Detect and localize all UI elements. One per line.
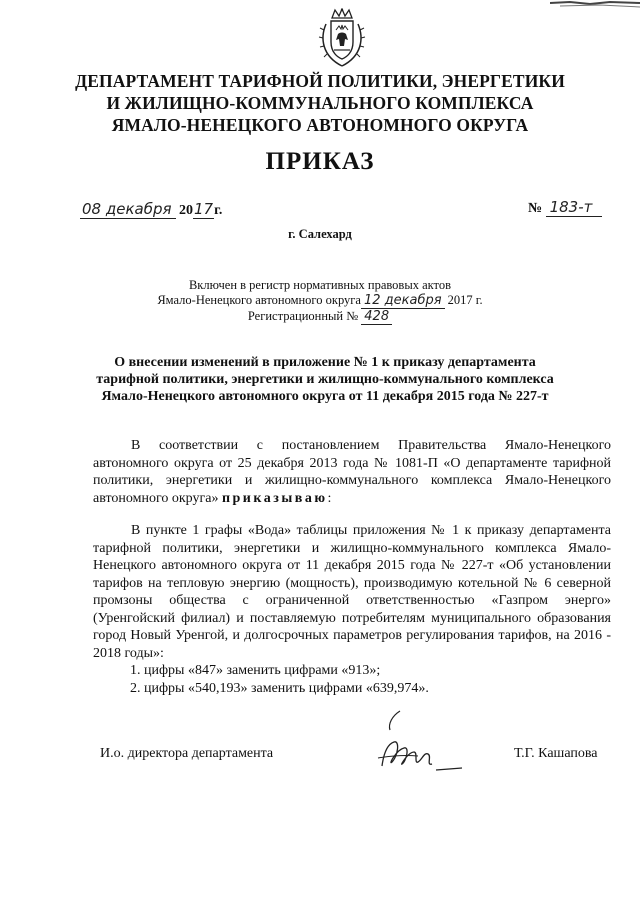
order-number-handwritten: 183-т [546, 198, 602, 217]
registry-line-1: Включен в регистр нормативных правовых актов [188, 278, 452, 292]
subject-line-3: Ямало-Ненецкого автономного округа от 11 декабря 2015 года № 227-т [101, 389, 549, 404]
registry-number-handwritten: 428 [361, 309, 392, 325]
order-year-suffix: г. [214, 203, 223, 218]
subject-line-1: О внесении изменений в приложение № 1 к приказу департамента [114, 355, 536, 370]
amendments-list [130, 662, 429, 698]
registry-year: 2017 г. [447, 293, 483, 307]
list-item: 1. цифры «847» заменить цифрами «913»; [130, 663, 381, 678]
main-paragraph [93, 522, 611, 662]
registry-line-2 [0, 293, 640, 309]
coat-of-arms-emblem-icon [318, 8, 366, 70]
order-year-prefix: 20 [179, 203, 194, 218]
order-subject [90, 354, 560, 405]
scan-artifact [550, 0, 640, 10]
order-number-label: № [528, 201, 543, 216]
preamble-paragraph [93, 437, 611, 507]
registry-line-3 [0, 309, 640, 325]
order-date-handwritten: 08 декабря [80, 200, 176, 219]
order-date [80, 200, 222, 219]
command-word: приказываю [221, 490, 328, 506]
order-title: ПРИКАЗ [265, 148, 375, 175]
header-line-2: И ЖИЛИЩНО-КОММУНАЛЬНОГО КОМПЛЕКСА [106, 93, 534, 113]
main-paragraph-text: В пункте 1 графы «Вода» таблицы приложения № 1 к приказу департамента тарифной политики, энергетики и жилищно-коммунального комплекса Ямало-Ненецкого автономного округа от 11 декабря 2015 года № 227-т «Об установлении тарифов на тепловую энергию (мощность), производимую котельной № 6 северной промзоны общества с ограниченной ответственностью «Газпром энерго» (Уренгойский филиал) и поставляемую потребителям муниципального образования город Новый Уренгой, и долгосрочных параметров регулирования тарифов, на 2016 - 2018 годы»: [93, 523, 611, 661]
registry-number-label: Регистрационный № [247, 309, 359, 323]
preamble-end: : [327, 490, 332, 506]
list-item: 2. цифры «540,193» заменить цифрами «639,974». [130, 681, 429, 696]
preamble-text: В соответствии с постановлением Правительства Ямало-Ненецкого автономного округа от 25 декабря 2013 года № 1081-П «О департаменте тарифной политики, энергетики и жилищно-коммунального комплекса Ямало-Ненецкого автономного округа» [93, 438, 611, 506]
registry-stamp [0, 278, 640, 325]
registry-date-handwritten: 12 декабря [361, 293, 445, 309]
department-header [40, 70, 600, 136]
order-city: г. Салехард [288, 227, 352, 241]
order-number [528, 198, 602, 217]
signer-name: Т.Г. Кашапова [514, 746, 598, 761]
header-line-1: ДЕПАРТАМЕНТ ТАРИФНОЙ ПОЛИТИКИ, ЭНЕРГЕТИКИ [75, 71, 565, 91]
signer-position: И.о. директора департамента [100, 746, 274, 761]
handwritten-signature [370, 706, 470, 781]
registry-line-2-prefix: Ямало-Ненецкого автономного округа [157, 293, 361, 307]
order-year-handwritten: 17 [194, 200, 214, 218]
header-line-3: ЯМАЛО-НЕНЕЦКОГО АВТОНОМНОГО ОКРУГА [111, 115, 529, 135]
subject-line-2: тарифной политики, энергетики и жилищно-коммунального комплекса [96, 372, 554, 387]
